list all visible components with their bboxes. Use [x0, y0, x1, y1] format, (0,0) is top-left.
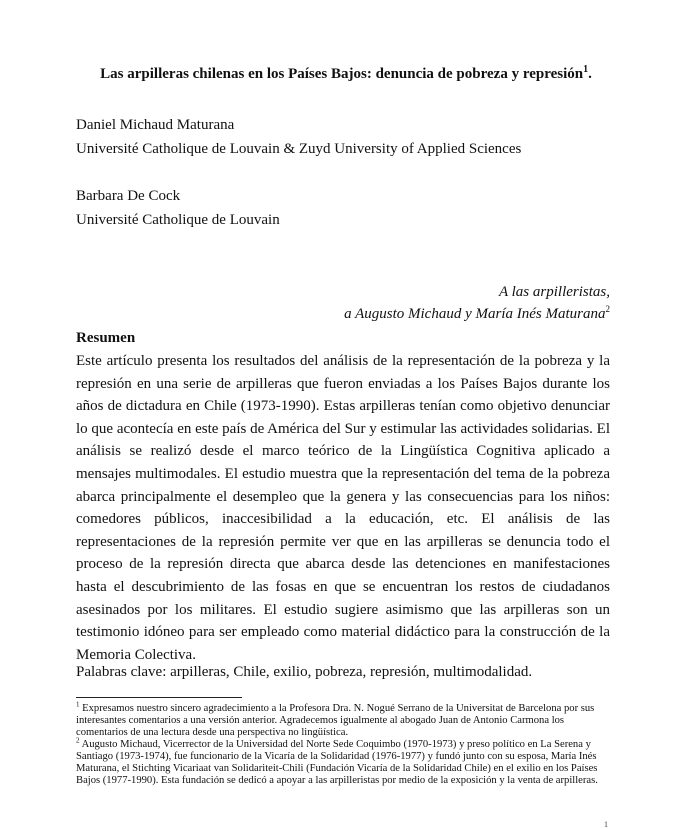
- dedication-footnote-ref[interactable]: 2: [605, 304, 610, 314]
- author-affiliation: Université Catholique de Louvain: [76, 212, 280, 228]
- title-footnote-ref[interactable]: 1: [583, 64, 589, 75]
- paper-title: [70, 66, 622, 83]
- page-number: 1: [604, 820, 608, 829]
- paper-title-period: .: [588, 66, 592, 82]
- author-name: Barbara De Cock: [76, 188, 181, 204]
- footnote-separator: [76, 697, 242, 698]
- keywords: Palabras clave: arpilleras, Chile, exilio, pobreza, represión, multimodalidad.: [76, 664, 533, 680]
- abstract-body: Este artículo presenta los resultados del análisis de la representación de la pobreza y la represión en una serie de arpilleras que fueron enviadas a los Países Bajos durante los años de dictadura en Chile (1973-1990). Estas arpilleras tenían como objetivo denunciar lo que acontecía en este país de América del Sur y estimular las actividades solidarias. El análisis se realizó desde el marco teórico de la Lingüística Cognitiva aplicado a mensajes multimodales. El estudio muestra que la representación del tema de la pobreza abarca principalmente el desempleo que la genera y las consecuencias para los niños: comedores públicos, inaccesibilidad a la educación, etc. El análisis de las representaciones de la represión permite ver que en las arpilleras se denuncia todo el proceso de la represión directa que abarca desde las detenciones en manifestaciones hasta el descubrimiento de las fosas en que se encuentran los restos de ciudadanos asesinados por los militares. El estudio sugiere asimismo que las arpilleras son un testimonio idóneo para ser empleado como material didáctico para la construcción de la Memoria Colectiva.: [76, 353, 610, 663]
- footnote-number: 2: [76, 736, 80, 745]
- footnote-text: Expresamos nuestro sincero agradecimiento a la Profesora Dra. N. Nogué Serrano de la Universitat de Barcelona por sus interesantes comentarios a una versión anterior. Agradecemos igualmente al abogado Juan de Antonio Carmona los comentarios de una lectura desde una perspectiva no lingüística.: [76, 703, 595, 738]
- footnote-number: 1: [76, 700, 80, 709]
- dedication-line: A las arpilleristas,: [499, 284, 610, 300]
- paper-title-text: Las arpilleras chilenas en los Países Bajos: denuncia de pobreza y represión: [100, 66, 584, 82]
- footnotes: [76, 700, 616, 787]
- dedication-line: [344, 306, 610, 323]
- author-affiliation: Université Catholique de Louvain & Zuyd University of Applied Sciences: [76, 141, 522, 157]
- author-name: Daniel Michaud Maturana: [76, 117, 235, 133]
- dedication-text: a Augusto Michaud y María Inés Maturana: [344, 306, 606, 322]
- footnote: [76, 700, 616, 739]
- footnote-text: Augusto Michaud, Vicerrector de la Universidad del Norte Sede Coquimbo (1970-1973) y preso político en La Serena y Santiago (1973-1974), fue funcionario de la Vicaría de la Solidaridad (1976-1977) y fundó junto con su esposa, María Inés Maturana, el Stichting Vicariaat van Solidariteit-Chili (Fundación Vicaría de la Solidaridad Chile) en el exilio en los Países Bajos (1977-1990). Esta fundación se dedicó a apoyar a las arpilleristas por medio de la exposición y la venta de arpilleras.: [76, 739, 598, 786]
- abstract-heading: Resumen: [76, 330, 136, 346]
- footnote: [76, 736, 616, 787]
